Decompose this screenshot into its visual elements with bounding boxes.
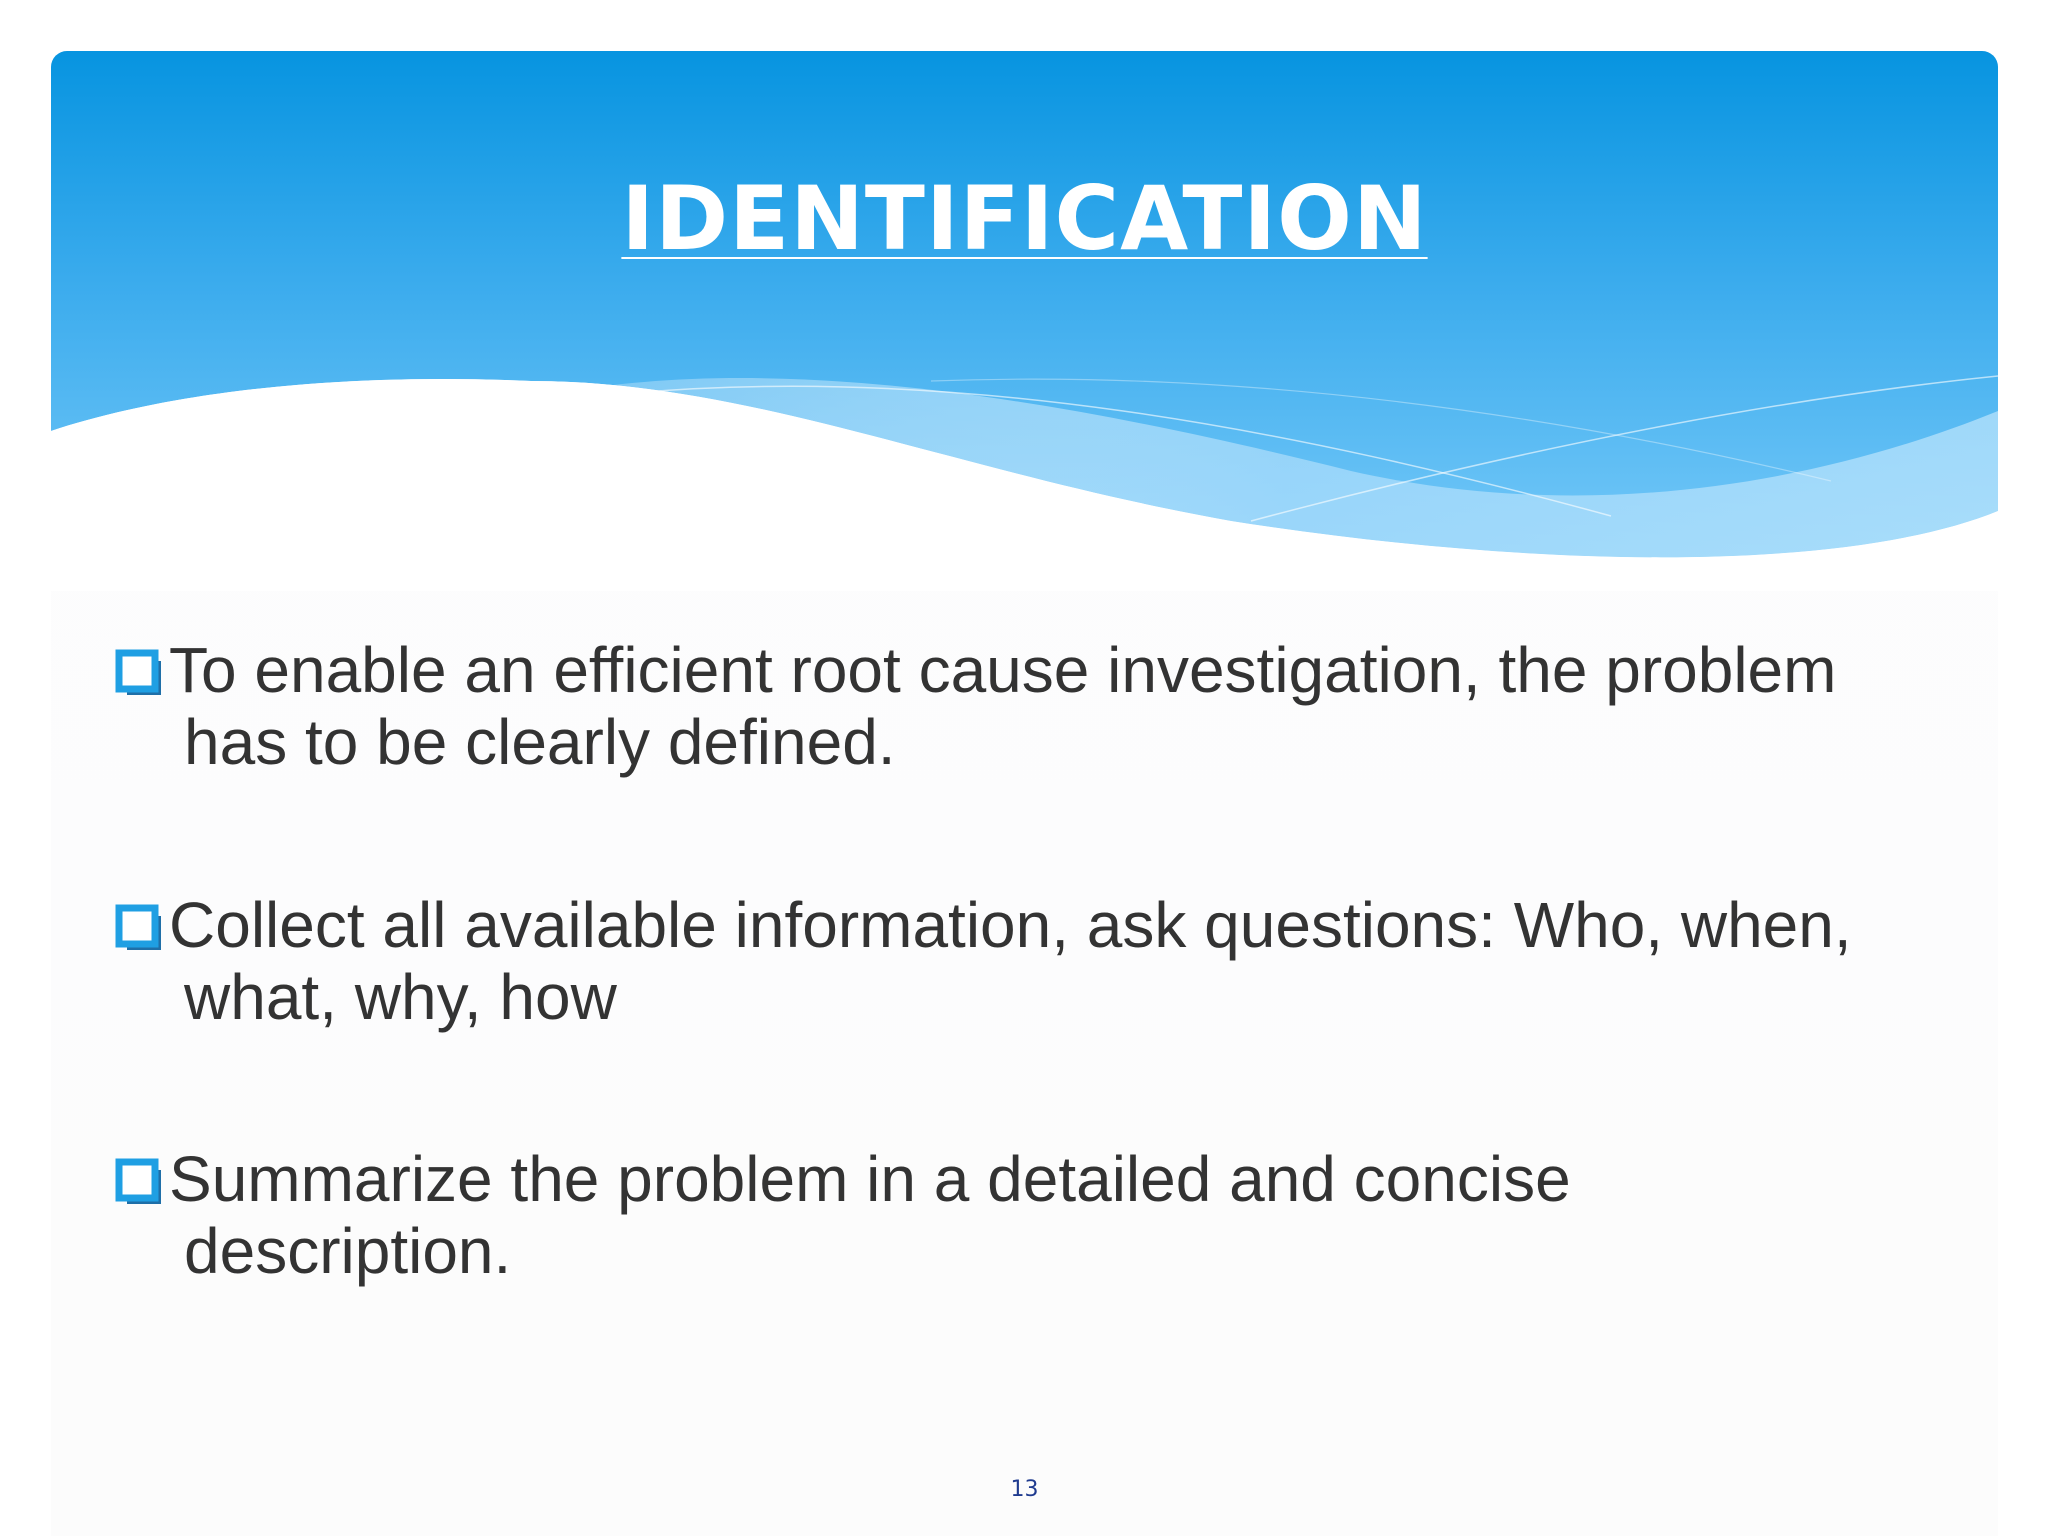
checkbox-bullet-icon — [115, 904, 165, 954]
bullet-item — [115, 634, 1915, 778]
checkbox-bullet-icon — [115, 649, 165, 699]
bullet-text: Collect all available information, ask questions: Who, when, what, why, how — [169, 889, 1852, 1033]
slide — [51, 51, 1998, 1536]
bullet-text: To enable an efficient root cause investigation, the problem has to be clearly defined. — [169, 634, 1837, 778]
bullet-item — [115, 1143, 1915, 1287]
page-number: 13 — [1010, 1477, 1039, 1502]
slide-title — [51, 167, 1998, 270]
slide-header-wave — [51, 51, 1998, 591]
header-wave-graphic — [51, 51, 1998, 591]
bullet-text: Summarize the problem in a detailed and concise description. — [169, 1143, 1571, 1287]
checkbox-bullet-icon — [115, 1158, 165, 1208]
bullet-item — [115, 889, 1915, 1033]
slide-title-text: IDENTIFICATION — [621, 167, 1428, 270]
